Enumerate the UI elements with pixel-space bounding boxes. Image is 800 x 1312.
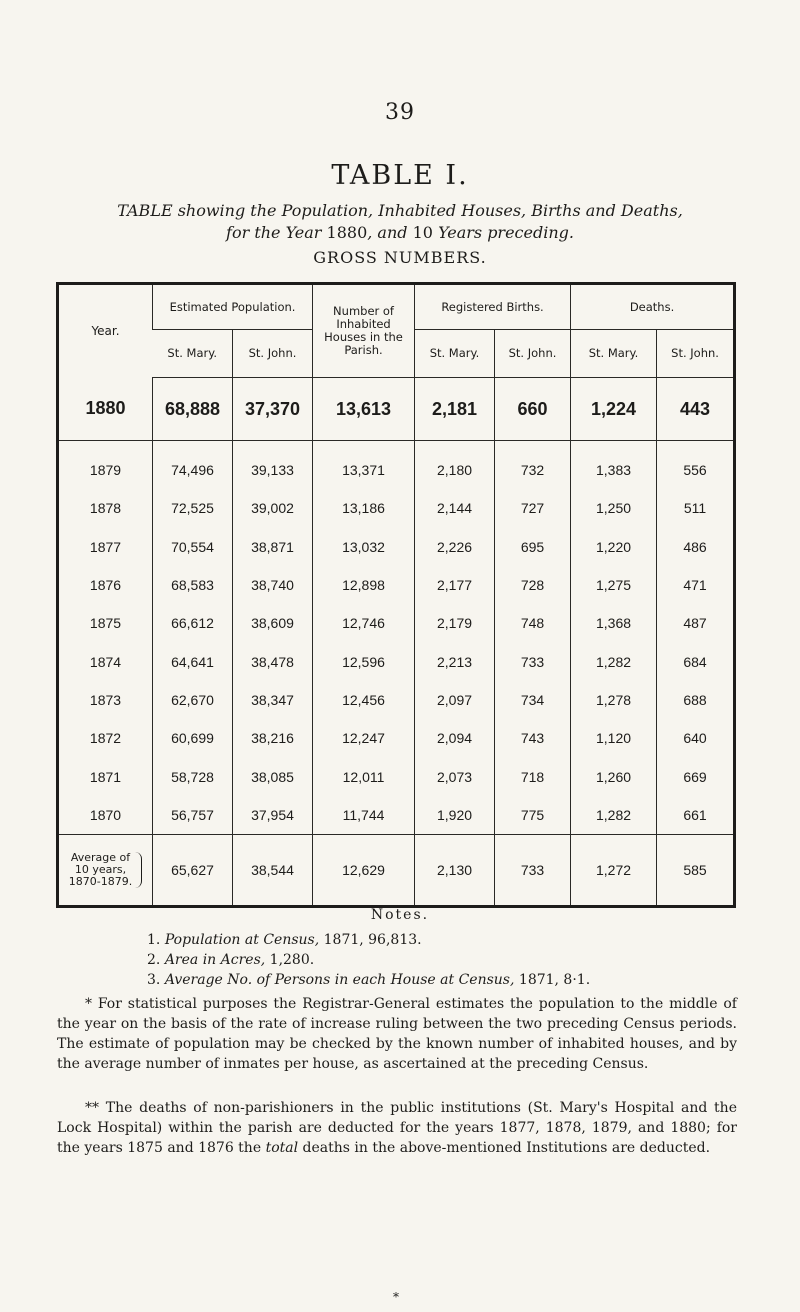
table-cell: 38,740: [233, 566, 313, 604]
table-cell: 66,612: [153, 604, 233, 642]
table-cell: 684: [657, 642, 735, 680]
table-cell: 471: [657, 566, 735, 604]
table-cell: 2,144: [415, 489, 495, 527]
header-estimated-population: Estimated Population.: [153, 284, 313, 330]
table-cell: 1,278: [571, 681, 657, 719]
table-cell: 585: [657, 834, 735, 906]
table-title: TABLE I.: [331, 160, 469, 191]
table-cell: 2,097: [415, 681, 495, 719]
table-cell: 13,186: [313, 489, 415, 527]
table-cell: 38,871: [233, 528, 313, 566]
table-cell: 2,130: [415, 834, 495, 906]
notes-list: [147, 930, 747, 990]
table-cell: 486: [657, 528, 735, 566]
footnote-deaths-emphasis: total: [265, 1140, 299, 1156]
table-cell: 1875: [89, 615, 122, 632]
table-cell: 1872: [89, 730, 122, 747]
table-cell: 70,554: [153, 528, 233, 566]
table-cell: 37,370: [233, 378, 313, 441]
table-cell: 13,613: [313, 378, 415, 441]
caption-year: 1880: [326, 223, 368, 242]
table-cell: 688: [657, 681, 735, 719]
table-cell: 58,728: [153, 757, 233, 795]
table-row: [58, 441, 735, 490]
average-label-line-3: 1870-1879.: [68, 874, 133, 888]
table-cell: 1,920: [415, 796, 495, 835]
table-cell: 1877: [89, 538, 122, 555]
table-cell: 2,177: [415, 566, 495, 604]
footnote-estimates: * For statistical purposes the Registrar-General estimates the population to the middle of the year on the basis of the rate of increase ruling between the two preceding Census periods. The estimate of population may be checked by the known number of inhabited houses, and by the average number of inmates per house, as ascertained at the preceding Census.: [57, 996, 737, 1072]
table-row: [58, 642, 735, 680]
table-cell: 64,641: [153, 642, 233, 680]
table-cell: 2,226: [415, 528, 495, 566]
header-deaths-st-john: St. John.: [657, 330, 735, 378]
table-cell: 1,224: [571, 378, 657, 441]
table-row-1880: [58, 378, 735, 441]
footnote-deaths-text: ** The deaths of non-parishioners in the public institutions (St. Mary's Hospital and the Lock Hospital) within the parish are deducted for the years 1877, 1878, 1879, and 1880; for the years 1875 and 1876 the: [57, 1100, 737, 1156]
table-cell: 733: [495, 642, 571, 680]
header-pop-st-john: St. John.: [233, 330, 313, 378]
note-item: [147, 930, 747, 950]
table-cell: 13,032: [313, 528, 415, 566]
note-value: 1,280.: [269, 952, 315, 968]
header-deaths: Deaths.: [571, 284, 735, 330]
table-row: [58, 528, 735, 566]
caption-for-the-year: for the Year: [226, 223, 322, 242]
note-item: [147, 950, 747, 970]
table-cell: 1,282: [571, 796, 657, 835]
table-cell: 640: [657, 719, 735, 757]
note-value: 1871, 96,813.: [323, 932, 422, 948]
table-cell: 38,544: [233, 834, 313, 906]
table-row-average: [58, 834, 735, 906]
table-cell: 1,383: [571, 441, 657, 490]
table-row: [58, 604, 735, 642]
table-cell: 733: [495, 834, 571, 906]
note-number: 1.: [147, 932, 161, 948]
header-births-st-john: St. John.: [495, 330, 571, 378]
average-label-line-2: 10 years,: [74, 862, 127, 876]
note-value: 1871, 8·1.: [518, 972, 591, 988]
table-cell: 62,670: [153, 681, 233, 719]
note-number: 2.: [147, 952, 161, 968]
table-cell: 1,272: [571, 834, 657, 906]
table-cell: 2,180: [415, 441, 495, 490]
table-cell: 2,181: [415, 378, 495, 441]
table-cell: 1,120: [571, 719, 657, 757]
note-item: [147, 970, 747, 990]
table-cell: 2,213: [415, 642, 495, 680]
average-label-line-1: Average of: [70, 850, 131, 864]
page-number: 39: [385, 100, 415, 125]
table-cell: 38,216: [233, 719, 313, 757]
table-cell: 12,596: [313, 642, 415, 680]
table-cell: 38,347: [233, 681, 313, 719]
caption-years-preceding: Years preceding.: [438, 223, 574, 242]
table-cell: 1871: [89, 768, 122, 785]
caption-line-1: TABLE showing the Population, Inhabited Houses, Births and Deaths,: [117, 201, 683, 220]
table-cell: 12,629: [313, 834, 415, 906]
table-cell: 68,888: [153, 378, 233, 441]
table-cell: 60,699: [153, 719, 233, 757]
table-cell: 37,954: [233, 796, 313, 835]
table-cell: 1874: [89, 653, 122, 670]
table-cell: 65,627: [153, 834, 233, 906]
table-row: [58, 719, 735, 757]
table-cell: 1870: [89, 806, 122, 823]
bottom-mark: *: [393, 1290, 399, 1304]
table-cell: 718: [495, 757, 571, 795]
notes-heading: Notes.: [370, 907, 430, 923]
table-row: [58, 681, 735, 719]
header-row-1: [58, 284, 735, 330]
table-cell: 660: [495, 378, 571, 441]
table-cell: 56,757: [153, 796, 233, 835]
table-cell: 1876: [89, 577, 122, 594]
note-label: Average No. of Persons in each House at Census,: [164, 972, 515, 988]
table-row: [58, 566, 735, 604]
table-cell: 487: [657, 604, 735, 642]
footnote-deaths: [57, 1098, 737, 1158]
table-cell: 732: [495, 441, 571, 490]
table-cell: 748: [495, 604, 571, 642]
table-cell: 1,275: [571, 566, 657, 604]
table-cell: 1873: [89, 691, 122, 708]
caption-and: , and: [367, 223, 408, 242]
table-cell: 1,260: [571, 757, 657, 795]
table-row: [58, 489, 735, 527]
table-cell: 695: [495, 528, 571, 566]
table-cell: 39,133: [233, 441, 313, 490]
table-cell: 12,247: [313, 719, 415, 757]
population-table: [56, 282, 736, 908]
header-deaths-st-mary: St. Mary.: [571, 330, 657, 378]
brace-icon: [135, 852, 142, 888]
table-caption: [0, 200, 800, 244]
table-cell: 1,220: [571, 528, 657, 566]
average-label: [69, 852, 142, 888]
table-cell: 728: [495, 566, 571, 604]
table-cell: 39,002: [233, 489, 313, 527]
table-cell: 556: [657, 441, 735, 490]
table-cell: 1,368: [571, 604, 657, 642]
header-year: Year.: [91, 323, 120, 338]
table-cell: 12,456: [313, 681, 415, 719]
average-label-cell: [58, 834, 153, 906]
table-cell: 1,250: [571, 489, 657, 527]
table-row: [58, 757, 735, 795]
table-cell: 669: [657, 757, 735, 795]
note-label: Population at Census,: [164, 932, 320, 948]
table-cell: 12,898: [313, 566, 415, 604]
table-cell: 2,094: [415, 719, 495, 757]
table-cell: 1878: [89, 500, 122, 517]
table-cell: 38,609: [233, 604, 313, 642]
table-cell: 72,525: [153, 489, 233, 527]
table-cell: 1,282: [571, 642, 657, 680]
table-cell: 68,583: [153, 566, 233, 604]
table-cell: 727: [495, 489, 571, 527]
header-births-st-mary: St. Mary.: [415, 330, 495, 378]
footnote-deaths-text-end: deaths in the above-mentioned Institutions are deducted.: [302, 1140, 711, 1156]
table-cell: 443: [657, 378, 735, 441]
gross-numbers-subtitle: GROSS NUMBERS.: [313, 248, 487, 267]
table-cell: 74,496: [153, 441, 233, 490]
table-cell: 2,179: [415, 604, 495, 642]
table-cell: 734: [495, 681, 571, 719]
table-cell: 12,746: [313, 604, 415, 642]
table-cell: 661: [657, 796, 735, 835]
table-cell: 511: [657, 489, 735, 527]
table-cell: 743: [495, 719, 571, 757]
table-cell: 1880: [58, 378, 153, 441]
table-cell: 12,011: [313, 757, 415, 795]
table-cell: 775: [495, 796, 571, 835]
table-cell: 2,073: [415, 757, 495, 795]
table-cell: 38,478: [233, 642, 313, 680]
header-inhabited-houses: Number of Inhabited Houses in the Parish.: [313, 284, 415, 378]
table-cell: 38,085: [233, 757, 313, 795]
caption-ten: 10: [412, 223, 433, 242]
table-cell: 13,371: [313, 441, 415, 490]
table-cell: 1879: [89, 462, 122, 479]
header-pop-st-mary: St. Mary.: [153, 330, 233, 378]
note-number: 3.: [147, 972, 161, 988]
table-cell: 11,744: [313, 796, 415, 835]
header-registered-births: Registered Births.: [415, 284, 571, 330]
table-row: [58, 796, 735, 835]
note-label: Area in Acres,: [164, 952, 266, 968]
